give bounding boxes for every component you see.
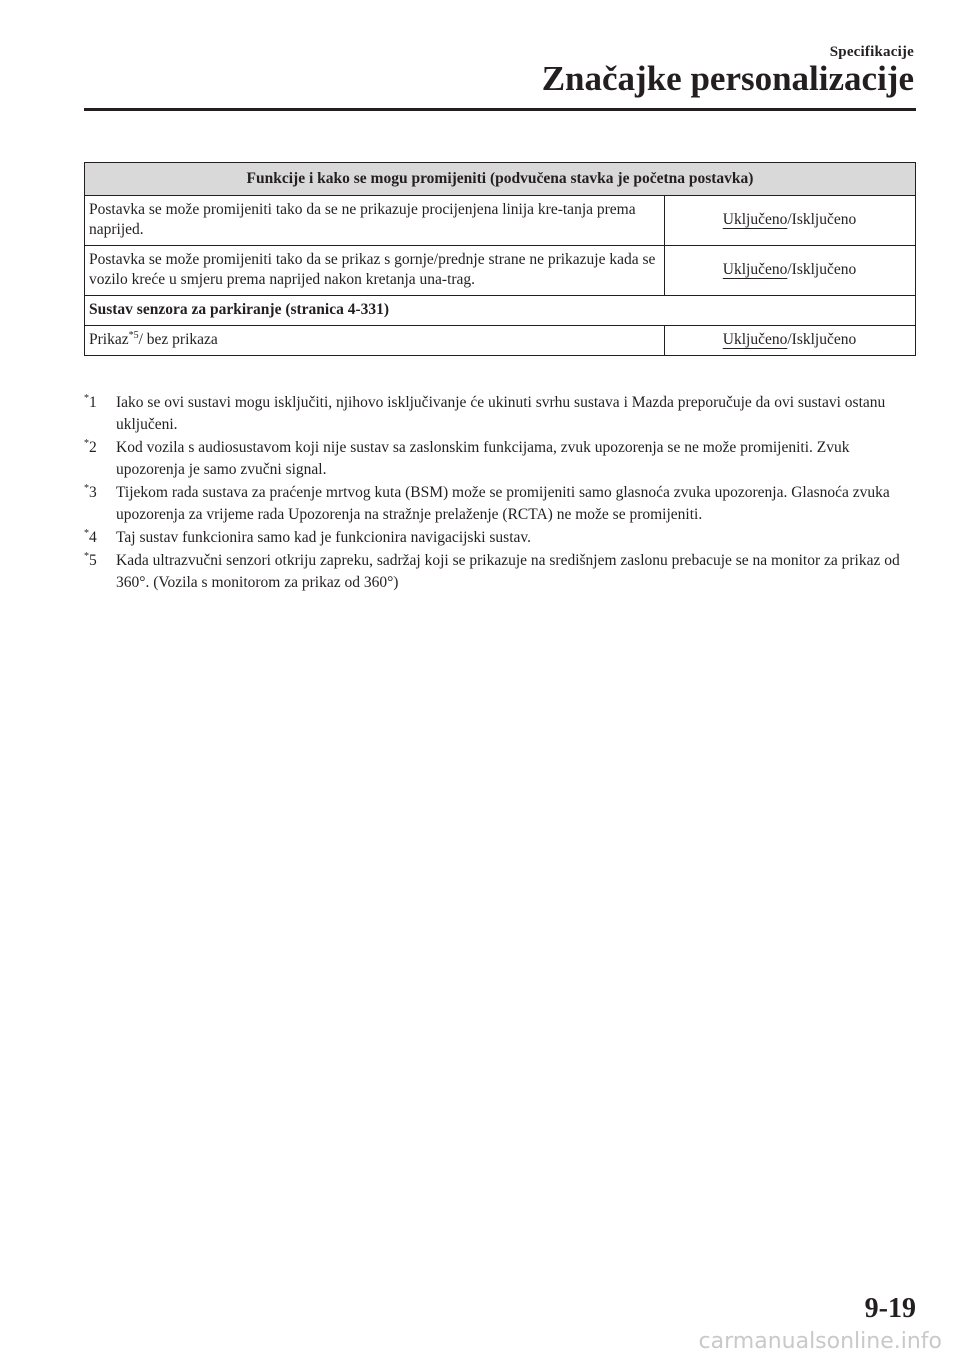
footnote-number: 5	[89, 552, 97, 569]
row-description: Postavka se može promijeniti tako da se ne prikazuje procijenjena linija kre-tanja prema naprijed.	[85, 196, 665, 246]
footnote-item	[84, 550, 916, 594]
watermark: carmanualsonline.info	[698, 1329, 942, 1354]
section-label: Specifikacije	[829, 44, 914, 60]
other-value: Isključeno	[791, 211, 857, 228]
default-value: Uključeno	[722, 331, 788, 348]
page-number: 9-19	[864, 1293, 916, 1324]
row-description: Postavka se može promijeniti tako da se prikaz s gornje/prednje strane ne prikazuje kada se vozilo kreće u smjeru prema naprijed nakon kretanja una-trag.	[85, 246, 665, 296]
footnote-number: 1	[89, 394, 97, 411]
value-separator: /	[787, 261, 792, 278]
footnote-star: *	[84, 392, 89, 404]
footnote-marker	[84, 527, 116, 549]
footnote-item	[84, 437, 916, 481]
footnote-text: Taj sustav funkcionira samo kad je funkcionira navigacijski sustav.	[116, 529, 532, 546]
chapter-title: Značajke personalizacije	[541, 59, 914, 98]
footnote-marker	[84, 482, 116, 526]
table-row	[85, 196, 916, 246]
row-value	[665, 246, 916, 296]
table-header-row	[85, 163, 916, 196]
row-value	[665, 326, 916, 356]
row-value	[665, 196, 916, 246]
footnote-text: Kod vozila s audiosustavom koji nije sustav sa zaslonskim funkcijama, zvuk upozorenja se ne može promijeniti. Zvuk upozorenja je samo zvučni signal.	[116, 439, 850, 478]
section-title: Sustav senzora za parkiranje (stranica 4-331)	[85, 296, 916, 326]
table-header: Funkcije i kako se mogu promijeniti (podvučena stavka je početna postavka)	[85, 163, 916, 196]
header-rule	[84, 108, 916, 111]
footnote-text: Tijekom rada sustava za praćenje mrtvog kuta (BSM) može se promijeniti samo glasnoća zvuka upozorenja. Glasnoća zvuka upozorenja za vrijeme rada Upozorenja na stražnje prelaženje (RCTA) ne može se promijeniti.	[116, 484, 890, 523]
footnotes	[84, 392, 916, 595]
footnote-star: *	[84, 550, 89, 562]
settings-table	[84, 162, 916, 356]
description-text: / bez prikaza	[138, 331, 218, 348]
footnote-text: Kada ultrazvučni senzori otkriju zapreku, sadržaj koji se prikazuje na središnjem zaslonu prebacuje se na monitor za prikaz od 360°. (Vozila s monitorom za prikaz od 360°)	[116, 552, 900, 591]
other-value: Isključeno	[791, 261, 857, 278]
footnote-text: Iako se ovi sustavi mogu isključiti, njihovo isključivanje će ukinuti svrhu sustava i Mazda preporučuje da ovi sustavi ostanu uključeni.	[116, 394, 886, 433]
table-row	[85, 246, 916, 296]
footnote-number: 4	[89, 529, 97, 546]
footnote-item	[84, 392, 916, 436]
footnote-ref: *5	[128, 329, 139, 341]
default-value: Uključeno	[722, 211, 788, 228]
footnote-marker	[84, 437, 116, 481]
footnote-marker	[84, 550, 116, 594]
footnote-star: *	[84, 527, 89, 539]
footnote-number: 2	[89, 439, 97, 456]
row-description	[85, 326, 665, 356]
footnote-item	[84, 482, 916, 526]
description-text: Prikaz	[89, 331, 129, 348]
footnote-item	[84, 527, 916, 549]
default-value: Uključeno	[722, 261, 788, 278]
value-separator: /	[787, 211, 792, 228]
other-value: Isključeno	[791, 331, 857, 348]
footnote-star: *	[84, 437, 89, 449]
value-separator: /	[787, 331, 792, 348]
footnote-star: *	[84, 482, 89, 494]
footnote-marker	[84, 392, 116, 436]
table-row	[85, 326, 916, 356]
footnote-number: 3	[89, 484, 97, 501]
table-section-row	[85, 296, 916, 326]
